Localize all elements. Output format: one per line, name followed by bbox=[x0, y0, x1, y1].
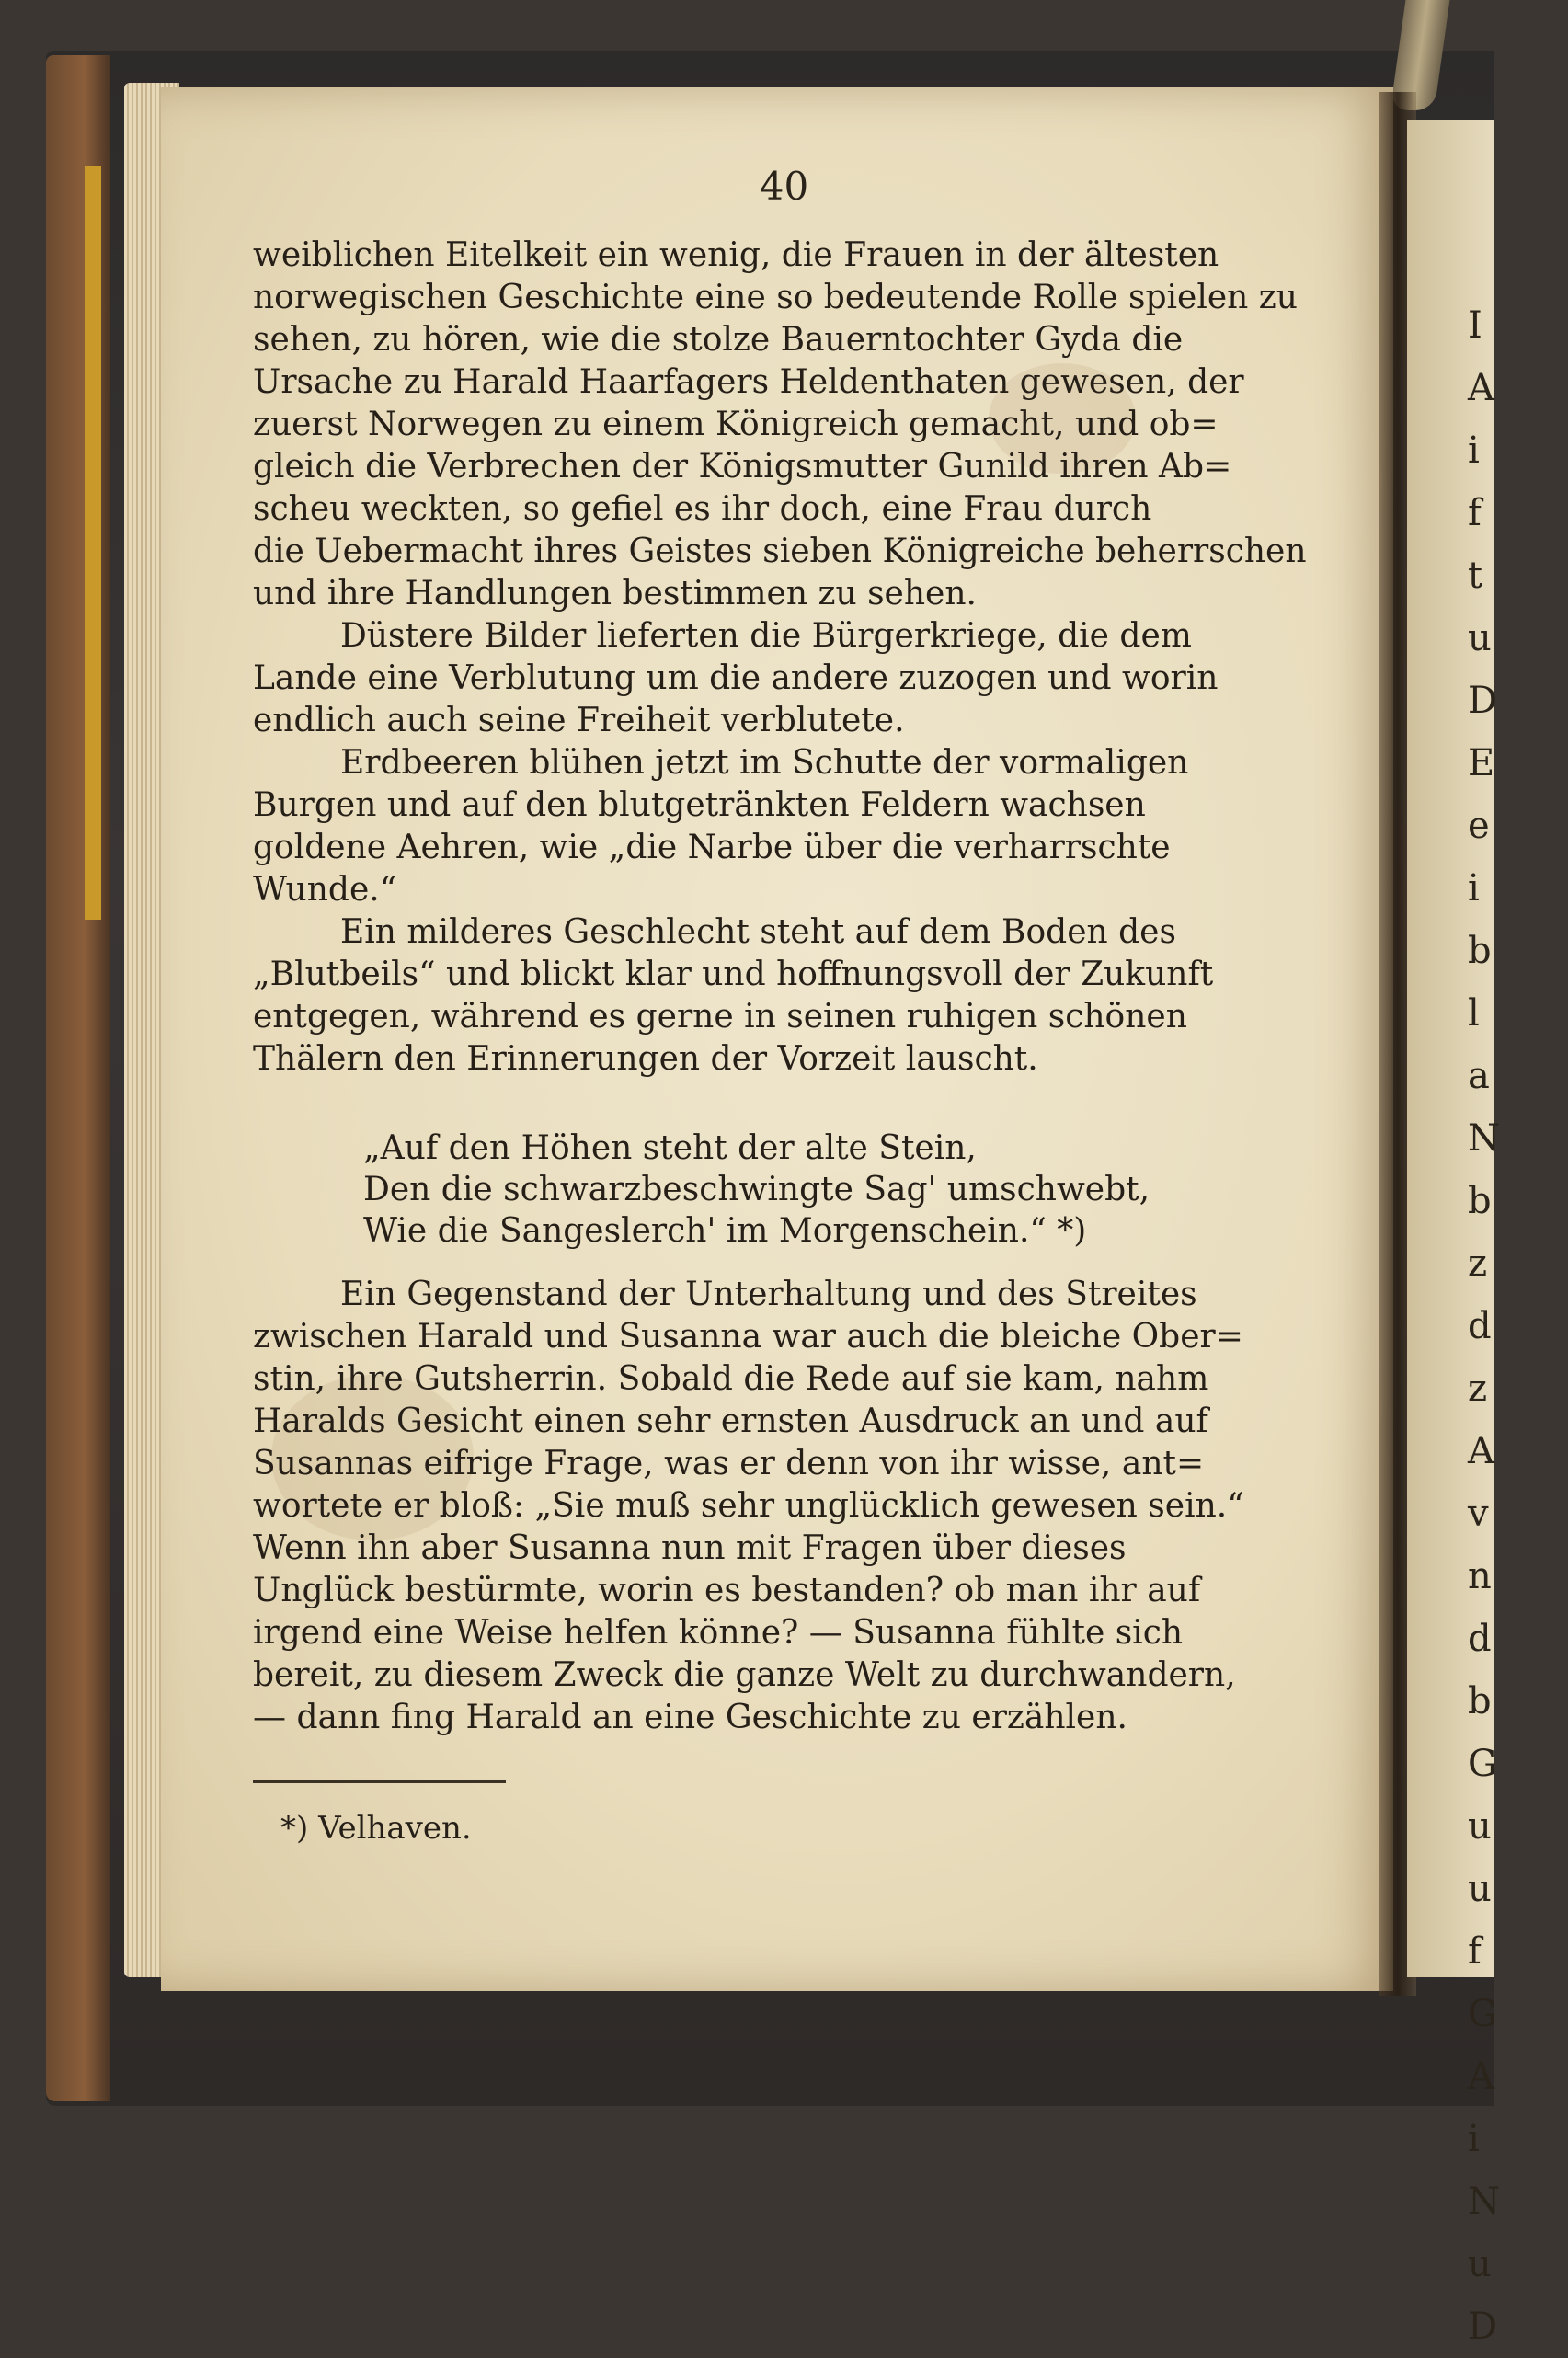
text-line: Wie die Sangeslerch' im Morgenschein.“ *) bbox=[363, 1212, 1087, 1250]
text-line: sehen, zu hören, wie die stolze Bauerntochter Gyda die bbox=[253, 321, 1184, 359]
text-line: Wenn ihn aber Susanna nun mit Fragen über dieses bbox=[253, 1529, 1127, 1567]
text-line: — dann fing Harald an eine Geschichte zu erzählen. bbox=[253, 1699, 1127, 1736]
facing-letter: G bbox=[1468, 1993, 1497, 2035]
text-line: Ein Gegenstand der Unterhaltung und des Streites bbox=[340, 1276, 1197, 1313]
facing-letter: G bbox=[1468, 1743, 1497, 1785]
text-line: goldene Aehren, wie „die Narbe über die verharrschte bbox=[253, 829, 1171, 866]
facing-letter: z bbox=[1468, 1368, 1488, 1410]
text-line: Erdbeeren blühen jetzt im Schutte der vormaligen bbox=[340, 744, 1189, 782]
facing-letter: l bbox=[1468, 992, 1480, 1035]
facing-letter: N bbox=[1468, 2181, 1500, 2223]
facing-page-text bbox=[1468, 294, 1500, 2358]
facing-letter: A bbox=[1468, 2055, 1494, 2098]
facing-letter: u bbox=[1468, 2243, 1492, 2285]
facing-letter: u bbox=[1468, 1805, 1492, 1848]
text-line: Haralds Gesicht einen sehr ernsten Ausdruck an und auf bbox=[253, 1402, 1208, 1440]
text-line: „Auf den Höhen steht der alte Stein, bbox=[363, 1129, 977, 1167]
facing-letter: e bbox=[1468, 805, 1490, 847]
facing-letter: z bbox=[1468, 1242, 1488, 1285]
facing-letter: E bbox=[1468, 742, 1495, 784]
facing-letter: i bbox=[1468, 2118, 1480, 2160]
text-line: gleich die Verbrechen der Königsmutter Gunild ihren Ab= bbox=[253, 448, 1232, 486]
text-line: Thälern den Erinnerungen der Vorzeit lauscht. bbox=[253, 1040, 1038, 1078]
text-line: „Blutbeils“ und blickt klar und hoffnungsvoll der Zukunft bbox=[253, 956, 1214, 993]
facing-letter: A bbox=[1468, 1430, 1494, 1472]
text-line: und ihre Handlungen bestimmen zu sehen. bbox=[253, 575, 977, 612]
facing-letter: b bbox=[1468, 930, 1492, 972]
facing-letter: t bbox=[1468, 555, 1483, 597]
facing-letter: d bbox=[1468, 1618, 1492, 1660]
text-line: irgend eine Weise helfen könne? — Susanna fühlte sich bbox=[253, 1614, 1184, 1652]
text-line: weiblichen Eitelkeit ein wenig, die Frauen in der ältesten bbox=[253, 236, 1219, 274]
text-line: bereit, zu diesem Zweck die ganze Welt zu durchwandern, bbox=[253, 1656, 1236, 1694]
text-line: Düstere Bilder lieferten die Bürgerkriege, die dem bbox=[340, 617, 1192, 655]
closing-paragraph bbox=[253, 1274, 1274, 1739]
text-line: scheu weckten, so gefiel es ihr doch, eine Frau durch bbox=[253, 490, 1152, 528]
facing-letter: N bbox=[1468, 1117, 1500, 1160]
text-line: endlich auch seine Freiheit verblutete. bbox=[253, 702, 905, 739]
footnote: *) Velhaven. bbox=[280, 1810, 472, 1847]
facing-letter: f bbox=[1468, 492, 1482, 534]
text-line: Den die schwarzbeschwingte Sag' umschwebt, bbox=[363, 1171, 1150, 1208]
text-line: wortete er bloß: „Sie muß sehr unglücklich gewesen sein.“ bbox=[253, 1487, 1244, 1525]
text-line: Burgen und auf den blutgetränkten Feldern wachsen bbox=[253, 786, 1146, 824]
facing-letter: n bbox=[1468, 1555, 1492, 1597]
facing-letter: v bbox=[1468, 1493, 1489, 1535]
text-line: norwegischen Geschichte eine so bedeutende Rolle spielen zu bbox=[253, 279, 1298, 316]
facing-letter: f bbox=[1468, 1930, 1482, 1973]
facing-letter: d bbox=[1468, 1305, 1492, 1347]
text-line: Wunde.“ bbox=[253, 871, 397, 909]
text-line: zwischen Harald und Susanna war auch die bleiche Ober= bbox=[253, 1318, 1243, 1356]
footnote-rule bbox=[253, 1780, 506, 1783]
facing-letter: D bbox=[1468, 2306, 1498, 2348]
poem-quote bbox=[363, 1127, 1191, 1252]
facing-letter: D bbox=[1468, 680, 1498, 722]
facing-letter: i bbox=[1468, 429, 1480, 472]
facing-letter: b bbox=[1468, 1680, 1492, 1723]
text-line: Unglück bestürmte, worin es bestanden? ob man ihr auf bbox=[253, 1572, 1201, 1609]
main-text bbox=[253, 235, 1307, 1081]
page-number: 40 bbox=[759, 164, 809, 209]
facing-letter: A bbox=[1468, 367, 1494, 409]
bookmark-strip bbox=[85, 166, 101, 920]
facing-letter: u bbox=[1468, 1868, 1492, 1910]
text-line: Susannas eifrige Frage, was er denn von ihr wisse, ant= bbox=[253, 1445, 1205, 1482]
facing-letter: u bbox=[1468, 617, 1492, 659]
text-line: stin, ihre Gutsherrin. Sobald die Rede auf sie kam, nahm bbox=[253, 1360, 1209, 1398]
text-line: Ein milderes Geschlecht steht auf dem Boden des bbox=[340, 913, 1176, 951]
text-line: zuerst Norwegen zu einem Königreich gemacht, und ob= bbox=[253, 406, 1219, 443]
text-line: entgegen, während es gerne in seinen ruhigen schönen bbox=[253, 998, 1187, 1036]
facing-letter: i bbox=[1468, 867, 1480, 910]
facing-letter: b bbox=[1468, 1180, 1492, 1222]
text-line: Ursache zu Harald Haarfagers Heldenthaten gewesen, der bbox=[253, 363, 1244, 401]
text-line: Lande eine Verblutung um die andere zuzogen und worin bbox=[253, 659, 1219, 697]
facing-letter: I bbox=[1468, 304, 1482, 347]
text-line: die Uebermacht ihres Geistes sieben Königreiche beherrschen bbox=[253, 532, 1307, 570]
facing-letter: a bbox=[1468, 1055, 1490, 1097]
